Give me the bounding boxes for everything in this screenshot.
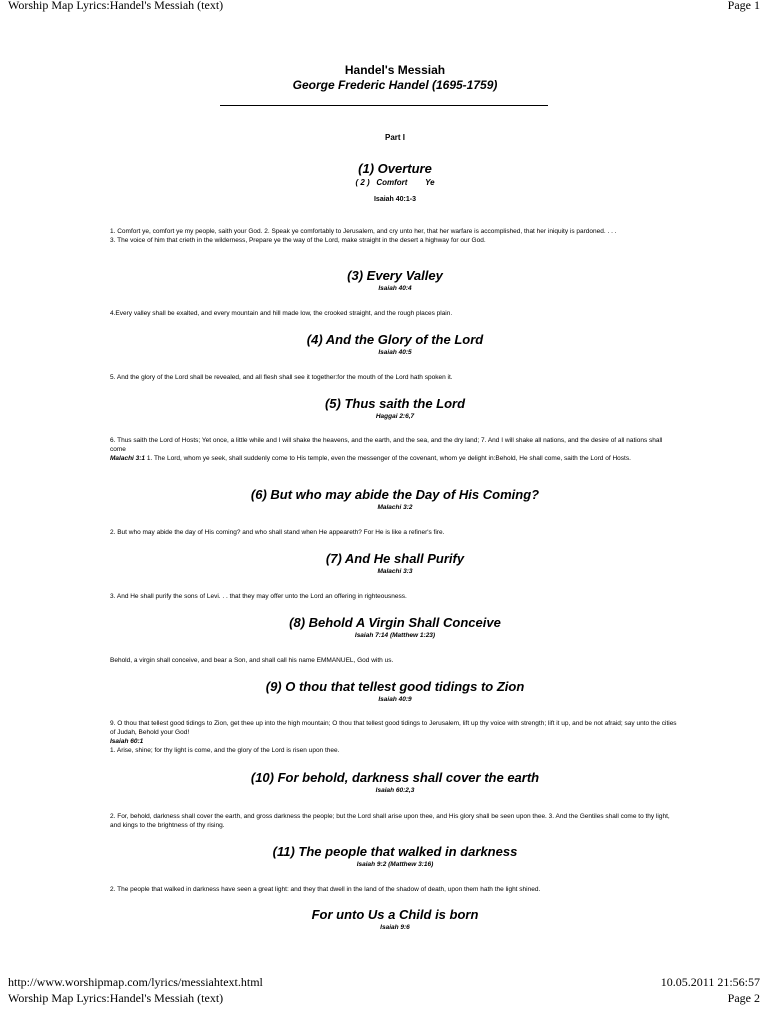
scripture-reference: Isaiah 40:1-3 bbox=[373, 196, 417, 203]
lyrics-paragraph bbox=[110, 436, 680, 463]
section-title-glory: (4) And the Glory of the Lord bbox=[306, 332, 484, 347]
lyrics-paragraph: 2. But who may abide the day of His coming? and who shall stand when He appeareth? For He is like a refiner's fire. bbox=[110, 529, 445, 536]
section-title-every-valley: (3) Every Valley bbox=[347, 268, 443, 283]
part-heading: Part I bbox=[384, 133, 405, 142]
scripture-reference: Malachi 3:2 bbox=[377, 504, 413, 511]
scripture-reference: Malachi 3:3 bbox=[377, 568, 413, 575]
lyrics-paragraph: Behold, a virgin shall conceive, and bear a Son, and shall call his name EMMANUEL, God with us. bbox=[110, 657, 394, 664]
lyrics-paragraph bbox=[110, 719, 680, 755]
section-title-purify: (7) And He shall Purify bbox=[325, 551, 465, 566]
lyrics-paragraph: 3. And He shall purify the sons of Levi. . . that they may offer unto the Lord an offering in righteousness. bbox=[110, 593, 407, 600]
print-timestamp: 10.05.2011 21:56:57 bbox=[660, 975, 760, 989]
section-subtitle-comfort: ( 2 ) Comfort Ye bbox=[355, 178, 435, 187]
section-title-thus-saith: (5) Thus saith the Lord bbox=[324, 396, 466, 411]
section-title-virgin: (8) Behold A Virgin Shall Conceive bbox=[289, 615, 501, 630]
section-title-who-may-abide: (6) But who may abide the Day of His Coming? bbox=[250, 487, 540, 502]
lyrics-paragraph: 4.Every valley shall be exalted, and every mountain and hill made low, the crooked straight, and the rough places plain. bbox=[110, 310, 453, 317]
inline-scripture-reference: Malachi 3:1 bbox=[110, 455, 146, 462]
scripture-reference: Isaiah 40:9 bbox=[378, 696, 412, 703]
next-page-header bbox=[8, 991, 760, 1007]
scripture-reference: Isaiah 7:14 (Matthew 1:23) bbox=[354, 632, 436, 639]
print-footer bbox=[8, 975, 760, 991]
inline-scripture-reference: Isaiah 60:1 bbox=[110, 738, 144, 745]
print-header-page: Page 2 bbox=[727, 991, 760, 1005]
scripture-reference: Isaiah 40:5 bbox=[378, 349, 412, 356]
scripture-reference: Isaiah 40:4 bbox=[378, 285, 412, 292]
lyrics-line: 1. Arise, shine; for thy light is come, and the glory of the Lord is risen upon thee. bbox=[110, 747, 340, 754]
scripture-reference: Isaiah 9:2 (Matthew 3:16) bbox=[356, 861, 434, 868]
print-header bbox=[8, 0, 760, 12]
lyrics-line: 6. Thus saith the Lord of Hosts; Yet once, a little while and I will shake the heavens, and the earth, and the sea, and the dry land; 7. And I will shake all nations, and the desire of all nations shall come bbox=[110, 437, 663, 453]
lyrics-line: 9. O thou that tellest good tidings to Zion, get thee up into the high mountain; O thou that tellest good tidings to Jerusalem, lift up thy voice with strength; lift it up, and be not afraid; say unto the cities of Judah, Behold your God! bbox=[110, 720, 677, 736]
lyrics-paragraph bbox=[110, 227, 680, 245]
scripture-reference: Haggai 2:6,7 bbox=[375, 413, 415, 420]
lyrics-line: 3. The voice of him that crieth in the wilderness, Prepare ye the way of the Lord, make straight in the desert a highway for our God. bbox=[110, 237, 486, 244]
lyrics-line: 1. Comfort ye, comfort ye my people, saith your God. 2. Speak ye comfortably to Jerusalem, and cry unto her, that her warfare is accomplished, that her iniquity is pardoned. . . . bbox=[110, 228, 617, 235]
document-subtitle: George Frederic Handel (1695-1759) bbox=[292, 78, 498, 92]
print-header-title: Worship Map Lyrics:Handel's Messiah (text) bbox=[8, 0, 224, 12]
section-title-zion: (9) O thou that tellest good tidings to Zion bbox=[265, 679, 525, 694]
lyrics-line bbox=[110, 454, 680, 463]
lyrics-paragraph: 5. And the glory of the Lord shall be revealed, and all flesh shall see it together:for the mouth of the Lord hath spoken it. bbox=[110, 374, 453, 381]
lyrics-paragraph: 2. The people that walked in darkness have seen a great light: and they that dwell in the land of the shadow of death, upon them hath the light shined. bbox=[110, 886, 541, 893]
lyrics-paragraph: 2. For, behold, darkness shall cover the earth, and gross darkness the people; but the Lord shall arise upon thee, and His glory shall be seen upon thee. 3. And the Gentiles shall come to thy light, and kings to the brightness of thy rising. bbox=[110, 813, 670, 829]
document-title: Handel's Messiah bbox=[344, 63, 446, 77]
section-title-overture: (1) Overture bbox=[358, 161, 432, 176]
section-title-darkness: (10) For behold, darkness shall cover the earth bbox=[250, 770, 540, 785]
print-header-title: Worship Map Lyrics:Handel's Messiah (text) bbox=[8, 991, 224, 1005]
title-divider bbox=[220, 105, 548, 106]
section-title-child-born: For unto Us a Child is born bbox=[311, 907, 479, 922]
section-title-people-walked: (11) The people that walked in darkness bbox=[272, 844, 518, 859]
print-header-page: Page 1 bbox=[727, 0, 760, 12]
lyrics-text: 1. The Lord, whom ye seek, shall suddenly come to His temple, even the messenger of the covenant, whom ye delight in:Behold, He shall come, saith the Lord of Hosts. bbox=[145, 455, 631, 462]
scripture-reference: Isaiah 60:2,3 bbox=[375, 787, 415, 794]
scripture-reference: Isaiah 9:6 bbox=[380, 924, 410, 931]
page-url: http://www.worshipmap.com/lyrics/messiahtext.html bbox=[8, 975, 263, 989]
